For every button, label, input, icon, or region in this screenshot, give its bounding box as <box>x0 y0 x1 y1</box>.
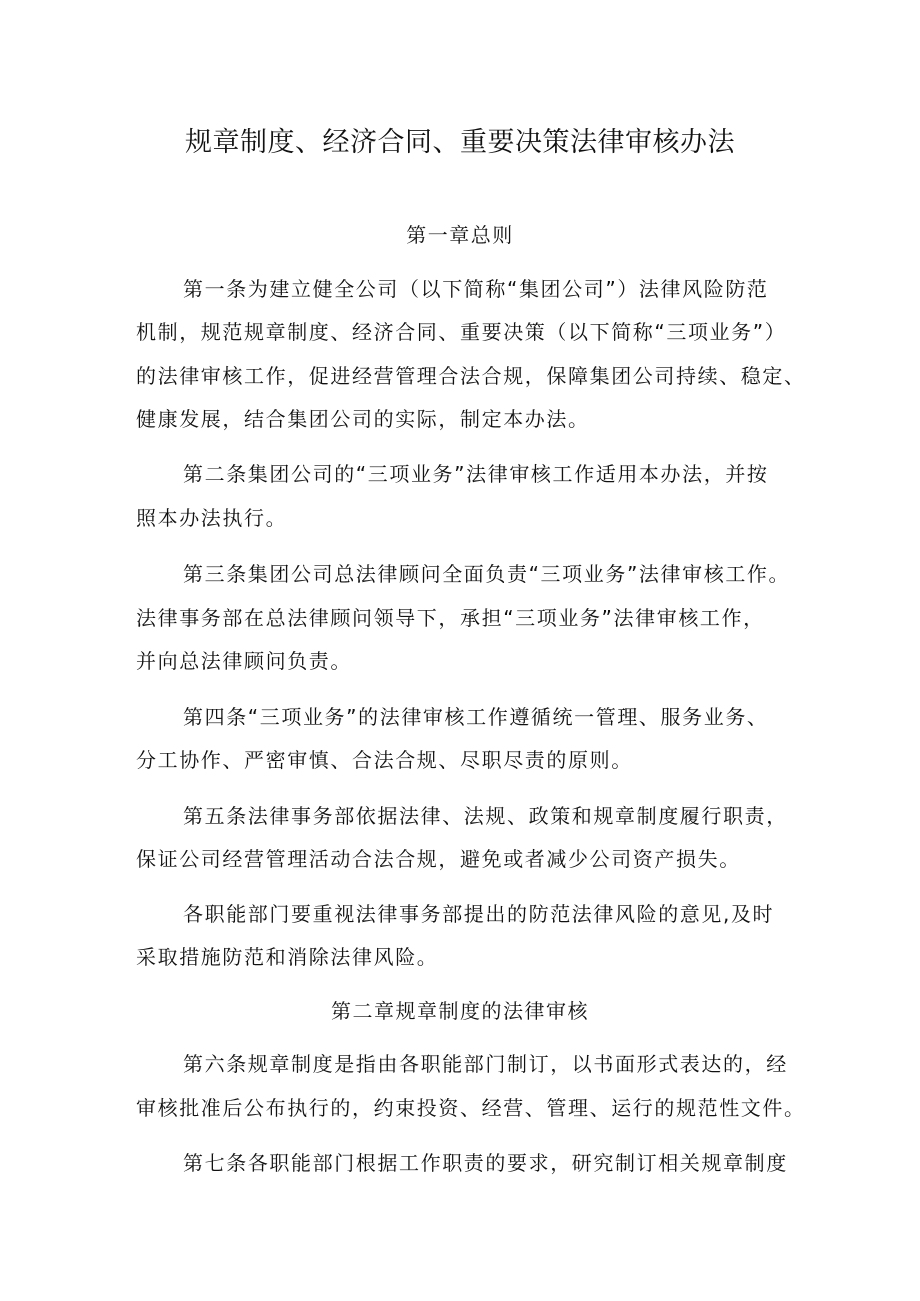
paragraph-departments-line-1: 各职能部门要重视法律事务部提出的防范法律风险的意见,及时 <box>183 902 775 926</box>
article-1-line-2: 机制，规范规章制度、经济合同、重要决策（以下简称“三项业务”） <box>136 320 787 344</box>
document-title: 规章制度、经济合同、重要决策法律审核办法 <box>185 127 735 158</box>
article-5-line-2: 保证公司经营管理活动合法合规，避免或者减少公司资产损失。 <box>136 847 741 871</box>
article-5-line-1: 第五条法律事务部依据法律、法规、政策和规章制度履行职责， <box>183 804 788 828</box>
article-3-line-3: 并向总法律顾问负责。 <box>136 649 352 673</box>
article-7-line-1: 第七条各职能部门根据工作职责的要求，研究制订相关规章制度 <box>183 1151 788 1175</box>
article-3-line-1: 第三条集团公司总法律顾问全面负责“三项业务”法律审核工作。 <box>183 562 791 586</box>
article-2-line-1: 第二条集团公司的“三项业务”法律审核工作适用本办法，并按 <box>183 462 769 486</box>
article-4-line-2: 分工协作、严密审慎、合法合规、尽职尽责的原则。 <box>136 748 633 772</box>
article-6-line-1: 第六条规章制度是指由各职能部门制订，以书面形式表达的，经 <box>183 1052 788 1076</box>
article-6-line-2: 审核批准后公布执行的，约束投资、经营、管理、运行的规范性文件。 <box>136 1096 806 1120</box>
article-4-line-1: 第四条“三项业务”的法律审核工作遵循统一管理、服务业务、 <box>183 705 769 729</box>
article-1-line-1: 第一条为建立健全公司（以下简称“集团公司”）法律风险防范 <box>183 277 769 301</box>
article-1-line-3: 的法律审核工作，促进经营管理合法合规，保障集团公司持续、稳定、 <box>136 364 806 388</box>
article-1-line-4: 健康发展，结合集团公司的实际，制定本办法。 <box>136 407 590 431</box>
paragraph-departments-line-2: 采取措施防范和消除法律风险。 <box>136 945 439 969</box>
chapter-2-heading: 第二章规章制度的法律审核 <box>331 999 589 1023</box>
article-2-line-2: 照本办法执行。 <box>136 506 288 530</box>
chapter-1-heading: 第一章总则 <box>406 223 514 247</box>
article-3-line-2: 法律事务部在总法律顾问领导下，承担“三项业务”法律审核工作， <box>136 606 765 630</box>
